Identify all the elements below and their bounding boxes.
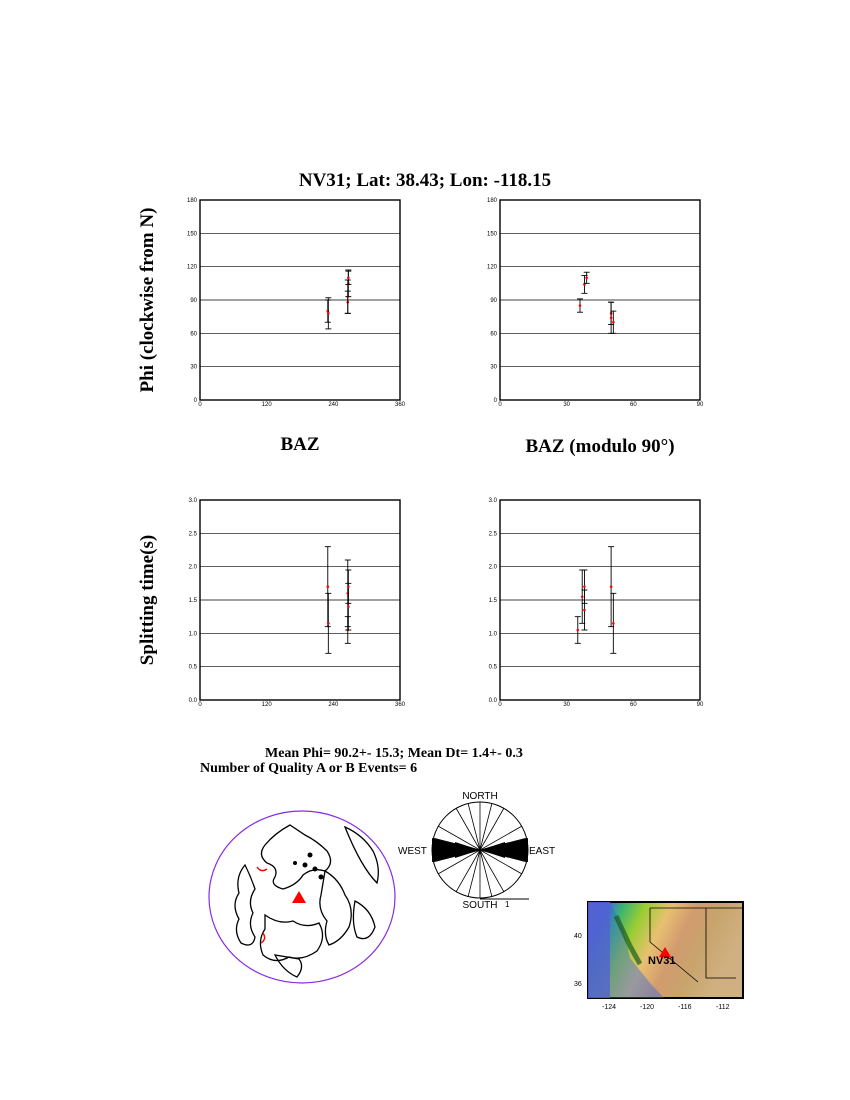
y-tick-label: 0.0 <box>488 698 497 704</box>
ray-paths <box>257 867 267 943</box>
y-tick-label: 150 <box>486 231 497 238</box>
phi-ylabel: Phi (clockwise from N) <box>137 207 158 393</box>
data-point <box>325 593 331 653</box>
measurement-marker <box>579 304 582 307</box>
measurement-marker <box>347 276 350 279</box>
y-tick-label: 0.0 <box>188 698 197 704</box>
measurement-marker <box>347 585 350 588</box>
x-tick-label: 0 <box>198 402 202 407</box>
baz-mod90-label: BAZ (modulo 90°) <box>525 436 675 457</box>
measurement-marker <box>583 609 586 612</box>
x-tick-label: 120 <box>261 402 272 407</box>
dt-ylabel: Splitting time(s) <box>137 534 158 666</box>
rose-east: EAST <box>529 846 556 857</box>
mean-stats: Mean Phi= 90.2+- 15.3; Mean Dt= 1.4+- 0.3 <box>265 746 523 761</box>
measurement-marker <box>583 585 586 588</box>
measurement-marker <box>612 622 615 625</box>
dt-baz-chart <box>185 492 410 707</box>
regional-map <box>568 898 748 1013</box>
measurement-marker <box>612 321 615 324</box>
rose-south: SOUTH <box>462 900 498 911</box>
map-station-label: NV31 <box>648 955 676 967</box>
rose-north: NORTH <box>462 791 498 802</box>
y-tick-label: 2.5 <box>488 531 497 538</box>
x-tick-label: 120 <box>261 702 272 707</box>
map-lon-tick: -124 <box>602 1004 617 1011</box>
phi-baz-mod90-chart <box>485 192 710 407</box>
station-triangle <box>292 891 306 903</box>
y-tick-label: 1.0 <box>488 631 497 638</box>
measurement-marker <box>581 595 584 598</box>
y-tick-label: 30 <box>490 364 497 371</box>
y-tick-label: 3.0 <box>188 498 197 504</box>
measurement-marker <box>347 605 350 608</box>
rose-diagram <box>395 786 570 916</box>
data-point <box>345 570 351 603</box>
map-lat-tick: 36 <box>574 981 582 988</box>
baz-label: BAZ <box>280 434 320 455</box>
y-tick-label: 60 <box>490 331 497 338</box>
x-tick-label: 90 <box>696 402 704 407</box>
x-tick-label: 240 <box>328 402 339 407</box>
measurement-marker <box>576 629 579 632</box>
x-tick-label: 0 <box>498 402 502 407</box>
y-tick-label: 1.5 <box>488 598 497 604</box>
y-tick-label: 30 <box>190 364 197 371</box>
y-tick-label: 0 <box>193 398 197 404</box>
y-tick-label: 120 <box>186 264 197 271</box>
measurement-marker <box>326 585 329 588</box>
data-point <box>575 617 581 644</box>
y-tick-label: 1.5 <box>188 598 197 604</box>
rose-scale-label: 1 <box>505 900 510 909</box>
phi-baz-chart <box>185 192 410 407</box>
x-tick-label: 30 <box>563 402 571 407</box>
y-tick-label: 2.5 <box>188 531 197 538</box>
y-tick-label: 90 <box>190 298 197 304</box>
map-lat-tick: 40 <box>574 933 582 940</box>
y-tick-label: 0 <box>493 398 497 404</box>
x-tick-label: 0 <box>198 702 202 707</box>
map-lon-tick: -116 <box>678 1004 692 1011</box>
y-tick-label: 2.0 <box>488 564 497 571</box>
globe-coastlines <box>235 825 378 977</box>
y-tick-label: 2.0 <box>188 564 197 571</box>
y-tick-label: 0.5 <box>488 664 497 671</box>
measurement-marker <box>327 622 330 625</box>
rose-west: WEST <box>398 846 427 857</box>
measurement-marker <box>327 312 330 315</box>
data-point <box>325 547 331 627</box>
y-tick-label: 180 <box>186 198 197 204</box>
x-tick-label: 90 <box>696 702 704 707</box>
measurement-marker <box>610 316 613 319</box>
x-tick-label: 360 <box>394 402 406 407</box>
data-point <box>325 300 331 322</box>
y-tick-label: 60 <box>190 331 197 338</box>
y-tick-label: 3.0 <box>488 498 497 504</box>
dt-baz-mod90-chart <box>485 492 710 707</box>
map-lon-tick: -120 <box>640 1004 655 1011</box>
map-lon-tick: -112 <box>716 1004 730 1011</box>
y-tick-label: 180 <box>486 198 497 204</box>
y-tick-label: 150 <box>186 231 197 238</box>
x-tick-label: 0 <box>498 702 502 707</box>
event-markers <box>293 853 324 880</box>
y-tick-label: 1.0 <box>188 631 197 638</box>
measurement-marker <box>610 585 613 588</box>
data-point <box>345 271 351 284</box>
event-count: Number of Quality A or B Events= 6 <box>200 761 418 776</box>
data-point <box>325 298 331 329</box>
x-tick-label: 360 <box>394 702 406 707</box>
y-tick-label: 120 <box>486 264 497 271</box>
x-tick-label: 60 <box>629 402 637 407</box>
measurement-marker <box>585 276 588 279</box>
y-tick-label: 90 <box>490 298 497 304</box>
y-tick-label: 0.5 <box>188 664 197 671</box>
data-point <box>577 299 583 312</box>
x-tick-label: 30 <box>563 702 571 707</box>
x-tick-label: 60 <box>629 702 637 707</box>
page-title: NV31; Lat: 38.43; Lon: -118.15 <box>298 170 552 191</box>
event-globe-map <box>205 805 400 985</box>
x-tick-label: 240 <box>328 702 339 707</box>
